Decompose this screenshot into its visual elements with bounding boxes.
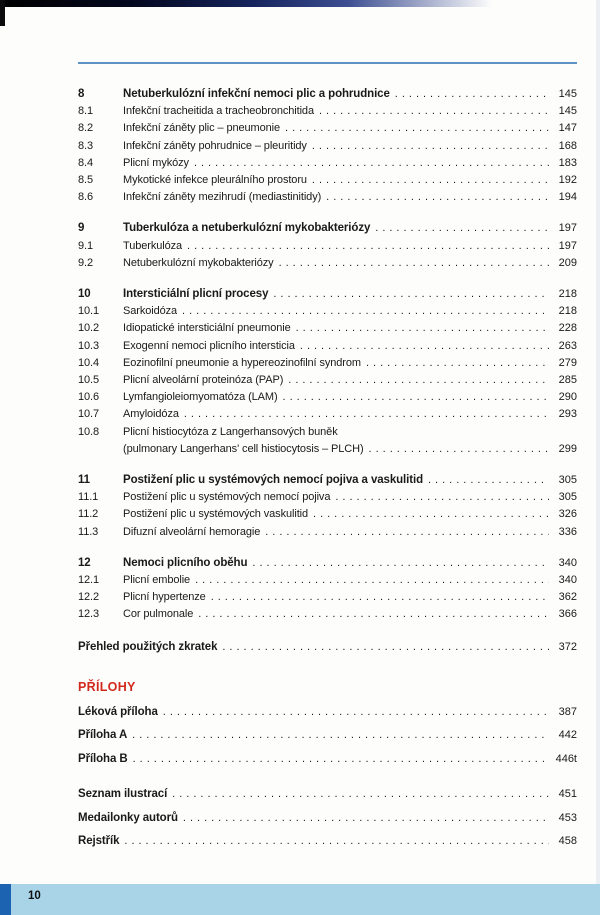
toc-entry-number: 8.3 bbox=[78, 139, 93, 152]
toc-entry-number: 10.3 bbox=[78, 339, 100, 352]
dot-leader bbox=[172, 783, 549, 807]
toc-entry-title: Medailonky autorů bbox=[78, 811, 178, 824]
toc-entry-page: 305 bbox=[558, 474, 577, 487]
toc-chapter-row bbox=[78, 220, 577, 237]
toc-entry-title: Příloha A bbox=[78, 729, 128, 742]
toc-entry-page: 451 bbox=[558, 788, 577, 801]
toc-chapter-row bbox=[78, 555, 577, 572]
dot-leader bbox=[265, 524, 549, 541]
toc-entry-title: Seznam ilustrací bbox=[78, 788, 168, 801]
toc-entry-number: 10 bbox=[78, 288, 91, 301]
dot-leader bbox=[195, 572, 549, 589]
dot-leader bbox=[369, 441, 549, 458]
dot-leader bbox=[211, 589, 549, 606]
toc-sub-row bbox=[78, 589, 577, 606]
toc-sub-row bbox=[78, 255, 577, 272]
toc-entry-page: 183 bbox=[558, 156, 577, 169]
toc-sub-row bbox=[78, 103, 577, 120]
toc-entry-number: 12.1 bbox=[78, 574, 100, 587]
toc-sub-row bbox=[78, 406, 577, 423]
scan-edge-top-left bbox=[0, 0, 5, 26]
toc-entry-title: Amyloidóza bbox=[123, 408, 179, 421]
dot-leader bbox=[319, 103, 549, 120]
toc-entry-number: 12 bbox=[78, 556, 91, 569]
dot-leader bbox=[428, 472, 549, 489]
dot-leader bbox=[133, 748, 549, 772]
dot-leader bbox=[187, 238, 549, 255]
toc-entry-number: 10.2 bbox=[78, 322, 100, 335]
toc-entry-title: Rejstřík bbox=[78, 835, 120, 848]
dot-leader bbox=[288, 372, 549, 389]
toc-entry-number: 9 bbox=[78, 222, 85, 235]
toc-entry-page: 387 bbox=[558, 705, 577, 718]
dot-leader bbox=[124, 830, 549, 854]
toc-sub-row bbox=[78, 172, 577, 189]
dot-leader bbox=[198, 606, 549, 623]
toc-sub-row bbox=[78, 138, 577, 155]
toc-entry-page: 192 bbox=[558, 174, 577, 187]
dot-leader bbox=[182, 303, 549, 320]
toc-entry-title: Tuberkulóza bbox=[123, 239, 183, 252]
toc-chapter-row bbox=[78, 472, 577, 489]
toc-entry-number: 8.2 bbox=[78, 122, 93, 135]
toc-sub-row bbox=[78, 506, 577, 523]
toc-entry-page: 197 bbox=[558, 239, 577, 252]
toc-entry-number: 8 bbox=[78, 88, 85, 100]
footer-bar bbox=[0, 884, 600, 915]
toc-entry-page: 285 bbox=[558, 374, 577, 387]
toc-entry-abbreviations bbox=[78, 639, 577, 656]
toc-entry-page: 340 bbox=[558, 556, 577, 569]
toc-sub-row bbox=[78, 238, 577, 255]
toc-sub-row bbox=[78, 320, 577, 337]
toc-sub-row bbox=[78, 524, 577, 541]
dot-leader bbox=[326, 189, 549, 206]
toc-entry-number: 12.3 bbox=[78, 608, 100, 621]
dot-leader bbox=[335, 489, 549, 506]
table-of-contents bbox=[78, 86, 577, 854]
toc-entry-page: 458 bbox=[558, 835, 577, 848]
toc-entry-page: 147 bbox=[558, 122, 577, 135]
toc-entry-title: Postižení plic u systémových vaskulitid bbox=[123, 508, 309, 521]
toc-entry-number: 10.4 bbox=[78, 356, 100, 369]
toc-entry-page: 279 bbox=[558, 356, 577, 369]
toc-entry-page: 336 bbox=[558, 525, 577, 538]
toc-entry-title: Infekční tracheitida a tracheobronchitida bbox=[123, 105, 314, 118]
toc-sub-row bbox=[78, 606, 577, 623]
toc-entry-title: Idiopatické intersticiální pneumonie bbox=[123, 322, 291, 335]
toc-sub-row bbox=[78, 372, 577, 389]
toc-entry-title: Nemoci plicního oběhu bbox=[123, 556, 248, 569]
toc-entry-page: 194 bbox=[558, 191, 577, 204]
toc-entry-page: 218 bbox=[558, 305, 577, 318]
toc-chapter-row bbox=[78, 86, 577, 103]
toc-entry-title: Infekční záněty mezihrudí (mediastinitidy) bbox=[123, 191, 322, 204]
dot-leader bbox=[132, 724, 549, 748]
toc-entry-page: 263 bbox=[558, 339, 577, 352]
toc-sub-row-continued bbox=[78, 441, 577, 458]
dot-leader bbox=[194, 155, 549, 172]
toc-sub-row bbox=[78, 120, 577, 137]
toc-entry-title: Mykotické infekce pleurálního prostoru bbox=[123, 174, 307, 187]
toc-entry-page: 145 bbox=[558, 105, 577, 118]
toc-entry-title: Exogenní nemoci plicního intersticia bbox=[123, 339, 295, 352]
toc-entry-title: Eozinofilní pneumonie a hypereozinofilní syndrom bbox=[123, 356, 361, 369]
dot-leader bbox=[312, 172, 549, 189]
back-matter-list bbox=[78, 783, 577, 854]
toc-entry-title: Infekční záněty pohrudnice – pleuritidy bbox=[123, 139, 307, 152]
attachments-section bbox=[78, 677, 577, 772]
toc-entry-page: 446t bbox=[555, 752, 577, 765]
toc-entry-number: 11.3 bbox=[78, 525, 99, 538]
toc-entry-page: 366 bbox=[558, 608, 577, 621]
toc-entry-page: 362 bbox=[558, 591, 577, 604]
header-rule bbox=[78, 62, 577, 64]
toc-entry-number: 11 bbox=[78, 474, 90, 487]
toc-entry-title: Léková příloha bbox=[78, 705, 158, 718]
toc-entry-page: 168 bbox=[558, 139, 577, 152]
toc-entry-title: Infekční záněty plic – pneumonie bbox=[123, 122, 281, 135]
toc-entry-title: Netuberkulózní infekční nemoci plic a pohrudnice bbox=[123, 88, 390, 100]
dot-leader bbox=[375, 220, 549, 237]
dot-leader bbox=[366, 355, 549, 372]
attachment-row bbox=[78, 748, 577, 772]
dot-leader bbox=[313, 506, 549, 523]
toc-entry-page: 290 bbox=[558, 391, 577, 404]
dot-leader bbox=[222, 639, 549, 656]
attachments-heading: PŘÍLOHY bbox=[78, 679, 136, 694]
toc-entry-number: 12.2 bbox=[78, 591, 100, 604]
dot-leader bbox=[395, 86, 549, 103]
dot-leader bbox=[163, 701, 549, 725]
dot-leader bbox=[184, 406, 549, 423]
toc-entry-title: Intersticiální plicní procesy bbox=[123, 288, 269, 301]
toc-entry-number: 11.2 bbox=[78, 508, 99, 521]
toc-entry-number: 11.1 bbox=[78, 491, 99, 504]
toc-entry-title: Plicní embolie bbox=[123, 574, 191, 587]
toc-entry-page: 209 bbox=[558, 256, 577, 269]
toc-sub-row bbox=[78, 155, 577, 172]
attachment-row bbox=[78, 701, 577, 725]
toc-sub-row bbox=[78, 489, 577, 506]
toc-entry-page: 372 bbox=[558, 640, 577, 653]
toc-entry-title: Příloha B bbox=[78, 752, 128, 765]
toc-entry-page: 228 bbox=[558, 322, 577, 335]
toc-sub-row bbox=[78, 424, 577, 441]
toc-sub-row bbox=[78, 189, 577, 206]
toc-entry-number: 10.8 bbox=[78, 425, 100, 438]
chapters-list bbox=[78, 86, 577, 624]
toc-entry-page: 197 bbox=[558, 222, 577, 235]
attachment-row bbox=[78, 724, 577, 748]
toc-entry-number: 9.2 bbox=[78, 256, 93, 269]
toc-sub-row bbox=[78, 389, 577, 406]
dot-leader bbox=[285, 120, 549, 137]
footer-accent-square bbox=[0, 884, 11, 915]
toc-entry-number: 8.6 bbox=[78, 191, 93, 204]
toc-entry-page: 293 bbox=[558, 408, 577, 421]
toc-entry-title: Lymfangioleiomyomatóza (LAM) bbox=[123, 391, 278, 404]
toc-entry-number: 10.1 bbox=[78, 305, 100, 318]
toc-entry-number: 10.6 bbox=[78, 391, 100, 404]
toc-entry-title: Přehled použitých zkratek bbox=[78, 640, 218, 653]
toc-entry-title: Difuzní alveolární hemoragie bbox=[123, 525, 261, 538]
dot-leader bbox=[273, 286, 549, 303]
dot-leader bbox=[252, 555, 549, 572]
back-matter-row bbox=[78, 807, 577, 831]
scan-edge-right bbox=[596, 0, 600, 915]
toc-sub-row bbox=[78, 355, 577, 372]
toc-entry-page: 218 bbox=[558, 288, 577, 301]
scan-edge-top bbox=[0, 0, 600, 7]
toc-sub-row bbox=[78, 338, 577, 355]
toc-entry-title: Plicní histiocytóza z Langerhansových buněk bbox=[123, 425, 338, 438]
toc-entry-title: Postižení plic u systémových nemocí pojiva bbox=[123, 491, 331, 504]
toc-sub-row bbox=[78, 303, 577, 320]
dot-leader bbox=[296, 320, 549, 337]
dot-leader bbox=[300, 338, 549, 355]
toc-entry-number: 10.5 bbox=[78, 374, 100, 387]
toc-entry-title: Postižení plic u systémových nemocí pojiva a vaskulitid bbox=[123, 474, 423, 487]
toc-entry-page: 305 bbox=[558, 491, 577, 504]
toc-chapter-row bbox=[78, 286, 577, 303]
toc-entry-title: (pulmonary Langerhans' cell histiocytosis – PLCH) bbox=[123, 442, 364, 455]
back-matter-row bbox=[78, 830, 577, 854]
dot-leader bbox=[183, 807, 549, 831]
dot-leader bbox=[312, 138, 549, 155]
toc-entry-page: 340 bbox=[558, 574, 577, 587]
attachments-list bbox=[78, 701, 577, 772]
toc-entry-title: Netuberkulózní mykobakteriózy bbox=[123, 256, 274, 269]
toc-entry-page: 326 bbox=[558, 508, 577, 521]
back-matter-row bbox=[78, 783, 577, 807]
toc-entry-number: 8.4 bbox=[78, 156, 93, 169]
toc-entry-title: Sarkoidóza bbox=[123, 305, 178, 318]
toc-entry-title: Plicní hypertenze bbox=[123, 591, 206, 604]
toc-entry-page: 299 bbox=[558, 442, 577, 455]
toc-entry-title: Tuberkulóza a netuberkulózní mykobakteriózy bbox=[123, 222, 371, 235]
toc-entry-number: 10.7 bbox=[78, 408, 100, 421]
page-number: 10 bbox=[28, 890, 41, 902]
toc-entry-page: 145 bbox=[558, 88, 577, 100]
toc-entry-number: 9.1 bbox=[78, 239, 93, 252]
toc-entry-number: 8.1 bbox=[78, 105, 93, 118]
dot-leader bbox=[283, 389, 549, 406]
dot-leader bbox=[279, 255, 549, 272]
toc-entry-title: Plicní mykózy bbox=[123, 156, 189, 169]
toc-entry-number: 8.5 bbox=[78, 174, 93, 187]
toc-sub-row bbox=[78, 572, 577, 589]
toc-entry-title: Cor pulmonale bbox=[123, 608, 194, 621]
toc-entry-title: Plicní alveolární proteinóza (PAP) bbox=[123, 374, 284, 387]
toc-entry-page: 442 bbox=[558, 729, 577, 742]
toc-entry-page: 453 bbox=[558, 811, 577, 824]
